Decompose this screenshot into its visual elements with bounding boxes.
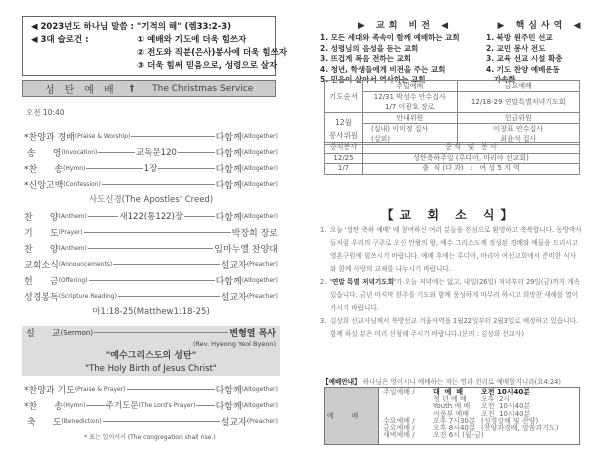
order-label-en: (Praise & Prayer) xyxy=(74,385,126,393)
order-label-en: (Hymn) xyxy=(63,164,86,172)
order-label-en: (Anthem) xyxy=(58,244,87,252)
news-bold: '연말 특별 저녁기도회' xyxy=(330,278,396,286)
order-leader-en: (Altogether) xyxy=(241,385,278,393)
order-label: *찬 송 xyxy=(24,401,64,412)
guide-1: (실내) 이미정 집사 xyxy=(371,125,429,133)
order-leader: 설교자 xyxy=(220,260,247,271)
slogan-row xyxy=(31,34,267,47)
order-leader-en: (Altogether) xyxy=(241,164,279,172)
order-leader: 다함께 xyxy=(215,212,242,223)
verse-box xyxy=(22,16,287,76)
sermon-label: 설 교 xyxy=(26,329,61,339)
order-row xyxy=(24,160,278,176)
order-leader-en: (Altogether) xyxy=(241,180,278,188)
creed-line: 사도신경(The Apostles' Creed) xyxy=(88,195,214,205)
guide-c2: 청 년 예 배 xyxy=(433,395,467,404)
guide-row xyxy=(383,389,575,396)
sunday-header: 주일예배 xyxy=(363,81,458,92)
order-label: 찬 양 xyxy=(24,244,59,255)
news-num: 3. xyxy=(320,317,327,325)
sunday-prayer-cell xyxy=(363,92,458,113)
guide-row xyxy=(383,403,575,410)
sunday-prayer-2: 1/7 이광호 장로 xyxy=(385,103,435,111)
guide-label: 예배 xyxy=(325,388,379,444)
order-label: 성경봉독 xyxy=(24,292,59,303)
guide-c2: 어풍부 예배 xyxy=(433,409,470,418)
order-label: 찬 양 xyxy=(24,212,59,223)
offering-2: 최윤석 집사 xyxy=(500,135,537,143)
order-row xyxy=(24,240,278,256)
scripture-line: 마1:18-25(Matthew1:18-25) xyxy=(92,307,210,317)
sermon-label-en: (Sermon) xyxy=(60,328,94,337)
mission-title: ▶ 핵심사역 ◀ xyxy=(497,21,585,31)
sermon-row xyxy=(26,326,276,339)
order-label: *찬양과 경배 xyxy=(24,132,75,143)
order-of-worship-2 xyxy=(24,381,278,429)
order-leader: 다함께 xyxy=(215,180,242,191)
news-item xyxy=(320,224,582,276)
order-leader: 다함께 xyxy=(215,385,242,396)
order-leader: 다함께 xyxy=(215,148,242,159)
guide-c1 xyxy=(383,403,433,410)
guide-c2: 오전 6시 (월-금) xyxy=(433,431,484,440)
guide-c3: 오후 2시 xyxy=(481,395,511,404)
guide-c1: 새벽예배 / xyxy=(383,431,415,440)
order-leader-en: (Preacher) xyxy=(246,260,278,268)
order-leader-en: (Preacher) xyxy=(246,292,278,300)
order-label-en: (Benediction) xyxy=(61,417,102,425)
sermon-box xyxy=(22,326,280,376)
order-leader: 설교자 xyxy=(220,292,247,303)
order-label: 헌 금 xyxy=(24,276,59,287)
order-leader: 설교자 xyxy=(220,417,247,428)
vision-item: 3. 뜨겁게 복음 전하는 교회 xyxy=(320,54,411,63)
guide-c2: 오후 7시30분 xyxy=(433,416,476,425)
order-row xyxy=(24,128,278,144)
order-label: *찬 송 xyxy=(24,164,64,175)
order-row xyxy=(24,224,278,240)
order-row xyxy=(24,256,278,272)
church-news xyxy=(320,224,582,341)
slogan-1: ① 예배와 기도에 더욱 힘쓰자 xyxy=(137,35,247,45)
guide-c1: 금요예배 / xyxy=(383,424,415,433)
service-title-en: The Christmas Service xyxy=(152,83,254,94)
slogan-3: ③ 더욱 힘써 믿음으로, 성령으로 살자 xyxy=(137,61,278,71)
guide-2: (실외) xyxy=(371,135,390,143)
guide-row xyxy=(383,396,575,403)
order-row xyxy=(24,413,278,429)
news-text: 김상희 선교사님께서 북방선교 겨울사역을 1월22일부터 2월3일로 예정하고 있습니다. 함께 하실 분은 미리 신청해 주시기 바랍니다.(문의 : 김상희 선교사) xyxy=(330,317,578,338)
order-label: 기 도 xyxy=(24,228,59,239)
order-label-en: (Offering) xyxy=(58,276,88,284)
order-of-worship-1 xyxy=(24,128,278,320)
news-text: 오늘 '성탄 축하 예배' 에 참여하신 여러 분들을 진심으로 환영하고 축복합니다. 동방박사들처럼 우리의 구주로 오신 만왕의 왕, 예수 그리스도께 정성된 경배와 예물을 드리시고 영혼구원에 힘쓰시기 바랍니다. 예배 후에는 루디아, 마리아 여선교회에서 준비한 식사와 함께 사랑의 교제를 나누시기 바랍니다. xyxy=(330,226,582,273)
order-label-en: (Prayer) xyxy=(58,228,83,236)
order-label-en: (Anthem) xyxy=(58,212,87,220)
order-leader: 다함께 xyxy=(215,276,242,287)
vision-item: 5. 믿음이 살아서 역사하는 교회 xyxy=(320,75,426,84)
service-title-ko: 성탄예배 xyxy=(45,85,124,96)
order-detail: 1장 xyxy=(143,164,158,174)
order-label-en: (Announcements) xyxy=(58,260,113,268)
order-detail-en: (The Lord's Prayer) xyxy=(138,401,196,409)
friday-prayer: 12/18-29 연말특별저녁기도회 xyxy=(457,92,579,113)
guide-c2: 오후 8시40분 xyxy=(433,424,476,433)
vision-title: ▶ 교회 비전 ◀ xyxy=(357,21,453,31)
dec-label-1: 12월 xyxy=(335,117,352,127)
slogan-label: ◀ 3대 슬로건 : xyxy=(31,35,89,45)
order-label: 송 영 xyxy=(24,148,62,159)
guide-body xyxy=(379,388,579,444)
order-label-en: (Invocation) xyxy=(61,148,98,156)
order-leader: 박장희 장로 xyxy=(231,228,278,239)
church-vision xyxy=(320,20,490,86)
guide-title: 【예배안내】 xyxy=(322,378,361,386)
service-title-bar xyxy=(22,80,276,97)
order-label: *신앙고백 xyxy=(24,180,64,191)
order-label-en: (Praise & Worship) xyxy=(74,132,131,140)
slogan-2: ② 전도와 직분(은사)봉사에 더욱 힘쓰자 xyxy=(137,48,287,58)
news-item xyxy=(320,276,582,315)
guide-c3: 오전 10시40분 xyxy=(481,402,531,411)
guide-c1 xyxy=(383,396,433,403)
order-row xyxy=(24,144,278,160)
order-leader-en: (Altogether) xyxy=(241,148,278,156)
order-detail: 주기도문 xyxy=(105,401,139,411)
service-time: 오전 10:40 xyxy=(26,108,65,117)
footnote: * 표는 일어서서 (The congregation shall rise.) xyxy=(84,434,216,441)
order-detail: 새122(통122)장 xyxy=(119,212,184,222)
order-row xyxy=(24,208,278,224)
order-leader-en: (Altogether) xyxy=(241,401,278,409)
service-volunteer-table xyxy=(324,80,580,145)
order-row xyxy=(24,272,278,288)
order-label: 교회소식 xyxy=(24,260,59,271)
offering-header: 헌금위원 xyxy=(457,113,579,124)
sermon-title: "예수그리스도의 성탄" xyxy=(105,351,197,361)
lunch-desc: 성탄축하주일 (루디아, 마리아 선교회) xyxy=(363,153,580,164)
worship-guide-heading xyxy=(322,376,561,386)
lunch-desc: 출 식 (다 과) : 여 성 5 지 역 xyxy=(363,164,580,175)
vision-item: 2. 성령님의 음성을 듣는 교회 xyxy=(320,43,419,53)
news-num: 2. xyxy=(320,278,327,286)
lunch-date: 1/7 xyxy=(325,164,363,175)
guide-c3: 오전 10시40분 xyxy=(481,388,530,396)
lunch-service-table xyxy=(324,142,580,175)
lunch-header-1: 중식봉사 xyxy=(325,143,363,154)
dec-label-2: 봉사위원 xyxy=(329,130,358,140)
order-leader: 임마누엘 찬양대 xyxy=(214,244,278,255)
order-leader-en: (Altogether) xyxy=(241,132,278,140)
december-volunteers-label xyxy=(325,113,363,145)
mission-item: 1. 북방 원주민 선교 xyxy=(486,33,553,42)
lunch-header-2: 중 식 및 봉 사 xyxy=(363,143,580,154)
order-leader-en: (Altogether) xyxy=(241,212,279,220)
news-text-wrap xyxy=(330,276,582,315)
prayer-order-label: 기도순서 xyxy=(325,81,363,113)
sermon-title-en: "The Holy Birth of Jesus Christ" xyxy=(85,364,217,374)
order-row xyxy=(24,288,278,304)
order-label: *찬양과 기도 xyxy=(24,385,75,396)
vision-item: 4. 청년, 학생들에게 비전을 주는 교회 xyxy=(320,64,446,74)
sermon-preacher: 변형열 목사 xyxy=(229,329,276,339)
worship-guide-box xyxy=(324,387,580,445)
order-label-en: (Hymn) xyxy=(63,401,86,409)
order-label: 축 도 xyxy=(24,417,62,428)
sermon-preacher-en: (Rev. Hyeong Yeol Byeon) xyxy=(192,340,276,348)
guide-c2: Youth 예 배 xyxy=(433,402,471,411)
core-ministry xyxy=(486,20,596,86)
order-label-en: (Confession) xyxy=(63,180,101,188)
order-leader: 다함께 xyxy=(215,164,242,175)
mission-item: 2. 교민 봉사 전도 xyxy=(486,43,546,53)
right-page xyxy=(300,0,600,463)
order-row xyxy=(24,381,278,397)
news-title: 【교 회 소 식】 xyxy=(381,208,519,222)
sunday-prayer-1: 12/31 박성수 안수집사 xyxy=(373,93,446,101)
news-num: 1. xyxy=(320,226,327,234)
guide-header: 안내위원 xyxy=(363,113,458,124)
news-item xyxy=(320,315,582,341)
guide-row xyxy=(383,432,575,439)
cross-icon: † xyxy=(129,83,135,94)
guide-c2: 대 예 배 xyxy=(433,388,464,396)
order-leader-en: (Preacher) xyxy=(246,417,278,425)
lunch-date: 12/25 xyxy=(325,153,363,164)
order-label-en: (Scripture Reading) xyxy=(58,292,117,300)
guide-c3: (성경강해 및 찬양) xyxy=(481,416,539,425)
order-leader-en: (Altogether) xyxy=(241,276,278,284)
friday-header: 금요예배 xyxy=(457,81,579,92)
guide-c3: (찬양과경배, 말씀과기도) xyxy=(481,424,559,433)
offering-1: 이창표 안수집사 xyxy=(493,125,544,133)
mission-item: 가속화 xyxy=(486,75,516,84)
guide-verse: 하나님은 영이시니 예배하는 자는 영과 진리로 예배할지니라(요4:24) xyxy=(362,378,561,386)
verse-line: ◀ 2023년도 하나님 말씀 : "기적의 해" (렘33:2-3) xyxy=(31,22,232,32)
order-leader: 다함께 xyxy=(215,401,242,412)
guide-c3: 오전 10시40분 xyxy=(481,409,531,418)
vision-item: 1. 모든 세대와 족속이 함께 예배하는 교회 xyxy=(320,33,460,42)
guide-c1: 수요예배 / xyxy=(383,416,415,425)
guide-c1: 주일예배 / xyxy=(383,388,415,396)
mission-item: 4. 기도 찬양 예배운동 xyxy=(486,64,560,74)
mission-item: 3. 교육 선교 시설 확충 xyxy=(486,54,563,63)
news-text: 가 오늘 저녁에는 없고, 내일(26일) 저녁부터 29일(금)까지 계속 있습니다. 금년 마지막 한주를 기도와 함께 풍성하게 마무리 하시고 희망찬 새해를 열어 가시기 바랍니다. xyxy=(330,278,580,312)
order-leader: 다함께 xyxy=(215,132,242,143)
order-detail: 교독문120 xyxy=(136,148,177,158)
order-row xyxy=(24,397,278,413)
order-row xyxy=(24,176,278,192)
